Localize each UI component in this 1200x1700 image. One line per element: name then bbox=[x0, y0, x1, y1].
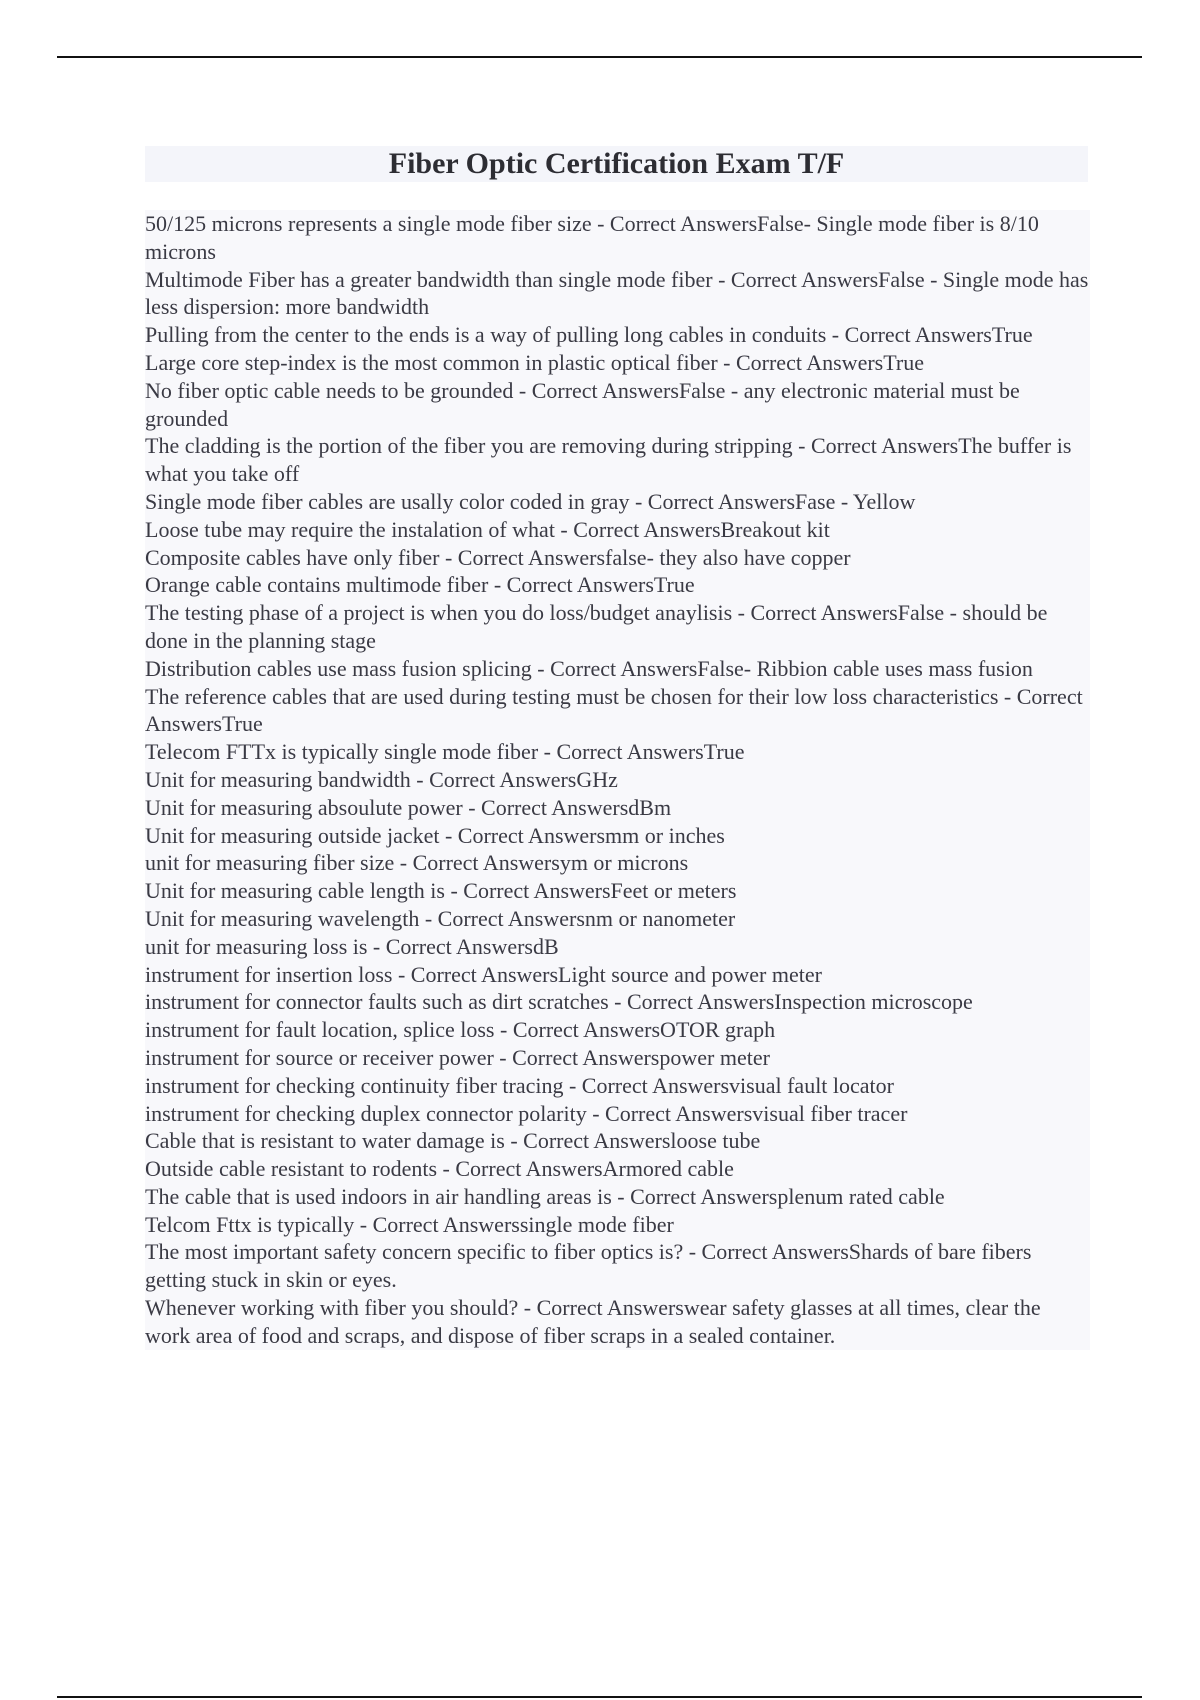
qa-item: Telcom Fttx is typically - Correct Answerssingle mode fiber bbox=[145, 1211, 1090, 1239]
qa-item: instrument for checking continuity fiber tracing - Correct Answersvisual fault locator bbox=[145, 1072, 1090, 1100]
qa-item: instrument for fault location, splice loss - Correct AnswersOTOR graph bbox=[145, 1016, 1090, 1044]
qa-item: unit for measuring fiber size - Correct Answersym or microns bbox=[145, 849, 1090, 877]
qa-item: Single mode fiber cables are usally color coded in gray - Correct AnswersFase - Yellow bbox=[145, 488, 1090, 516]
title-bar bbox=[145, 146, 1088, 182]
qa-item: Unit for measuring wavelength - Correct Answersnm or nanometer bbox=[145, 905, 1090, 933]
qa-item: Telecom FTTx is typically single mode fiber - Correct AnswersTrue bbox=[145, 738, 1090, 766]
qa-item: Unit for measuring cable length is - Correct AnswersFeet or meters bbox=[145, 877, 1090, 905]
footer-rule bbox=[57, 1696, 1142, 1698]
qa-item: instrument for connector faults such as dirt scratches - Correct AnswersInspection microscope bbox=[145, 988, 1090, 1016]
qa-item: Unit for measuring outside jacket - Correct Answersmm or inches bbox=[145, 822, 1090, 850]
qa-item: Unit for measuring absoulute power - Correct AnswersdBm bbox=[145, 794, 1090, 822]
qa-item: Pulling from the center to the ends is a way of pulling long cables in conduits - Correct AnswersTrue bbox=[145, 321, 1090, 349]
qa-item: Outside cable resistant to rodents - Correct AnswersArmored cable bbox=[145, 1155, 1090, 1183]
question-answer-list bbox=[145, 210, 1090, 1350]
qa-item: instrument for insertion loss - Correct AnswersLight source and power meter bbox=[145, 961, 1090, 989]
qa-item: unit for measuring loss is - Correct AnswersdB bbox=[145, 933, 1090, 961]
qa-item: The cladding is the portion of the fiber you are removing during stripping - Correct AnswersThe buffer is what you take off bbox=[145, 432, 1090, 488]
page-title: Fiber Optic Certification Exam T/F bbox=[388, 147, 845, 180]
qa-item: The reference cables that are used during testing must be chosen for their low loss characteristics - Correct AnswersTrue bbox=[145, 683, 1090, 739]
qa-item: Large core step-index is the most common in plastic optical fiber - Correct AnswersTrue bbox=[145, 349, 1090, 377]
qa-item: Cable that is resistant to water damage is - Correct Answersloose tube bbox=[145, 1127, 1090, 1155]
qa-item: Unit for measuring bandwidth - Correct AnswersGHz bbox=[145, 766, 1090, 794]
qa-item: Loose tube may require the instalation of what - Correct AnswersBreakout kit bbox=[145, 516, 1090, 544]
qa-item: Orange cable contains multimode fiber - Correct AnswersTrue bbox=[145, 571, 1090, 599]
qa-item: Whenever working with fiber you should? - Correct Answerswear safety glasses at all times, clear the work area of food and scraps, and dispose of fiber scraps in a sealed container. bbox=[145, 1294, 1090, 1350]
qa-item: The most important safety concern specific to fiber optics is? - Correct AnswersShards of bare fibers getting stuck in skin or eyes. bbox=[145, 1238, 1090, 1294]
qa-item: instrument for source or receiver power - Correct Answerspower meter bbox=[145, 1044, 1090, 1072]
header-rule bbox=[57, 56, 1142, 58]
qa-item: Distribution cables use mass fusion splicing - Correct AnswersFalse- Ribbion cable uses mass fusion bbox=[145, 655, 1090, 683]
qa-item: The testing phase of a project is when you do loss/budget anaylisis - Correct AnswersFalse - should be done in the planning stage bbox=[145, 599, 1090, 655]
qa-item: Composite cables have only fiber - Correct Answersfalse- they also have copper bbox=[145, 544, 1090, 572]
qa-item: 50/125 microns represents a single mode fiber size - Correct AnswersFalse- Single mode fiber is 8/10 microns bbox=[145, 210, 1090, 266]
qa-item: instrument for checking duplex connector polarity - Correct Answersvisual fiber tracer bbox=[145, 1100, 1090, 1128]
qa-item: Multimode Fiber has a greater bandwidth than single mode fiber - Correct AnswersFalse - Single mode has less dispersion: more bandwidth bbox=[145, 266, 1089, 320]
qa-item: No fiber optic cable needs to be grounded - Correct AnswersFalse - any electronic material must be grounded bbox=[145, 377, 1090, 433]
qa-item: The cable that is used indoors in air handling areas is - Correct Answersplenum rated cable bbox=[145, 1183, 1090, 1211]
